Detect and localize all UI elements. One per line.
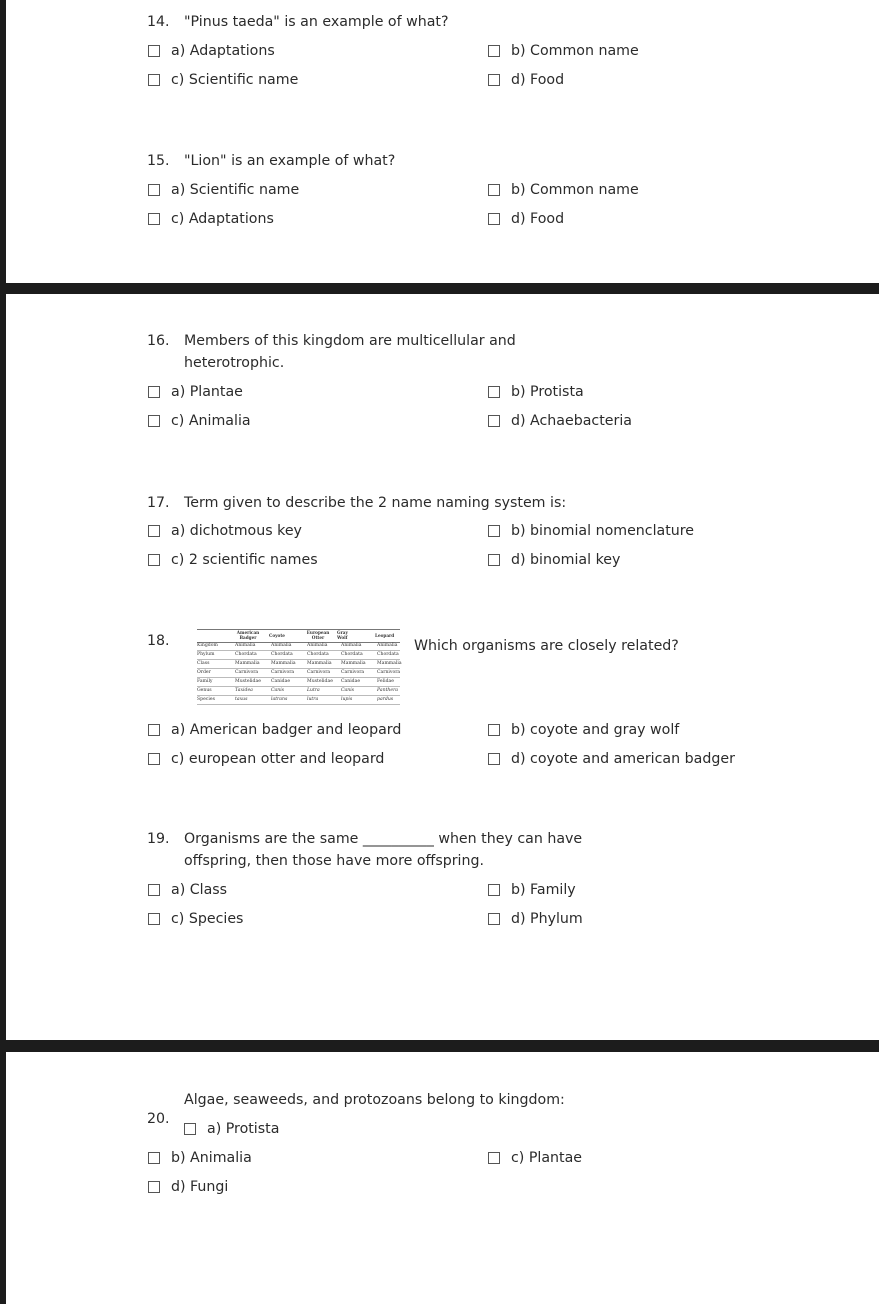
option-a[interactable]: a) Plantae xyxy=(171,384,243,400)
option-d[interactable]: d) Phylum xyxy=(511,911,583,927)
option-c[interactable]: c) Scientific name xyxy=(171,72,299,88)
table-row xyxy=(197,687,400,696)
checkbox[interactable] xyxy=(148,74,160,86)
table-cell: Chordata xyxy=(271,652,293,657)
question-number: 18. xyxy=(147,633,170,649)
worksheet-page-2 xyxy=(6,294,879,1040)
table-cell: Mustelidae xyxy=(235,679,261,684)
table-rank-cell: Phylum xyxy=(197,652,215,657)
table-cell: Animalia xyxy=(377,643,398,648)
checkbox[interactable] xyxy=(148,525,160,537)
worksheet-page-3 xyxy=(6,1052,879,1304)
table-cell: Mammalia xyxy=(271,661,296,666)
table-cell: Mammalia xyxy=(307,661,332,666)
checkbox[interactable] xyxy=(148,1181,160,1193)
table-cell: Panthera xyxy=(377,688,399,693)
option-c[interactable]: c) Species xyxy=(171,911,244,927)
table-header xyxy=(197,629,400,643)
option-b[interactable]: b) Common name xyxy=(511,43,639,59)
table-rank-cell: Class xyxy=(197,661,210,666)
table-cell: Chordata xyxy=(307,652,329,657)
checkbox[interactable] xyxy=(148,45,160,57)
table-rank-cell: Genus xyxy=(197,688,212,693)
table-cell: taxus xyxy=(235,697,248,702)
option-d[interactable]: d) Food xyxy=(511,211,565,227)
table-column-header: Gray Wolf xyxy=(337,630,348,640)
checkbox[interactable] xyxy=(488,45,500,57)
table-cell: Chordata xyxy=(341,652,363,657)
table-column-header: Coyote xyxy=(269,633,285,638)
option-d[interactable]: d) Food xyxy=(511,72,565,88)
option-c[interactable]: c) Adaptations xyxy=(171,211,274,227)
table-cell: Canidae xyxy=(341,679,361,684)
table-column-header: Leopard xyxy=(375,633,395,638)
table-cell: Lutra xyxy=(307,688,320,693)
checkbox[interactable] xyxy=(488,753,500,765)
table-cell: Canis xyxy=(341,688,355,693)
table-cell: lupis xyxy=(341,697,353,702)
table-cell: pardus xyxy=(377,697,394,702)
checkbox[interactable] xyxy=(184,1123,196,1135)
table-column-header: European Otter xyxy=(306,630,330,640)
checkbox[interactable] xyxy=(488,74,500,86)
option-a[interactable]: a) Scientific name xyxy=(171,182,300,198)
classification-table xyxy=(197,629,400,707)
checkbox[interactable] xyxy=(488,415,500,427)
checkbox[interactable] xyxy=(148,913,160,925)
table-row xyxy=(197,669,400,678)
question-number: 17. xyxy=(147,495,170,511)
option-a[interactable]: a) dichotmous key xyxy=(171,523,302,539)
question-number: 19. xyxy=(147,831,170,847)
option-b[interactable]: b) Common name xyxy=(511,182,639,198)
checkbox[interactable] xyxy=(488,554,500,566)
checkbox[interactable] xyxy=(488,386,500,398)
table-row xyxy=(197,660,400,669)
table-row xyxy=(197,642,400,651)
option-d[interactable]: d) coyote and american badger xyxy=(511,751,735,767)
option-a[interactable]: a) Protista xyxy=(207,1121,280,1137)
option-a[interactable]: a) Adaptations xyxy=(171,43,275,59)
table-rank-cell: Family xyxy=(197,679,213,684)
table-cell: Carnivora xyxy=(235,670,259,675)
table-rank-cell: Order xyxy=(197,670,211,675)
question-number: 14. xyxy=(147,14,170,30)
option-c[interactable]: c) 2 scientific names xyxy=(171,552,318,568)
table-cell: Mammalia xyxy=(235,661,260,666)
option-d[interactable]: d) Fungi xyxy=(171,1179,229,1195)
table-cell: Taxidea xyxy=(235,688,253,693)
checkbox[interactable] xyxy=(148,884,160,896)
question-text: Which organisms are closely related? xyxy=(414,638,679,654)
checkbox[interactable] xyxy=(488,1152,500,1164)
question-text: "Pinus taeda" is an example of what? xyxy=(184,14,449,30)
question-number: 20. xyxy=(147,1111,170,1127)
table-cell: Canis xyxy=(271,688,285,693)
option-c[interactable]: c) european otter and leopard xyxy=(171,751,385,767)
option-a[interactable]: a) Class xyxy=(171,882,228,898)
table-cell: Carnivora xyxy=(307,670,331,675)
checkbox[interactable] xyxy=(148,1152,160,1164)
table-cell: Chordata xyxy=(377,652,399,657)
question-text: "Lion" is an example of what? xyxy=(184,153,396,169)
question-text-line-1: Members of this kingdom are multicellular and xyxy=(184,333,516,349)
table-cell: Carnivora xyxy=(271,670,295,675)
table-rank-cell: Species xyxy=(197,697,215,702)
checkbox[interactable] xyxy=(148,213,160,225)
checkbox[interactable] xyxy=(148,184,160,196)
option-c[interactable]: c) Plantae xyxy=(511,1150,583,1166)
question-number: 15. xyxy=(147,153,170,169)
option-d[interactable]: d) Achaebacteria xyxy=(511,413,632,429)
checkbox[interactable] xyxy=(148,386,160,398)
checkbox[interactable] xyxy=(488,525,500,537)
checkbox[interactable] xyxy=(148,724,160,736)
option-a[interactable]: a) American badger and leopard xyxy=(171,722,402,738)
table-cell: Felidae xyxy=(377,679,394,684)
table-cell: latrans xyxy=(271,697,288,702)
table-row xyxy=(197,651,400,660)
checkbox[interactable] xyxy=(488,724,500,736)
checkbox[interactable] xyxy=(148,554,160,566)
option-b[interactable]: b) coyote and gray wolf xyxy=(511,722,680,738)
table-column-header: American Badger xyxy=(236,630,260,640)
question-text-line-1: Organisms are the same __________ when they can have xyxy=(184,831,583,847)
table-row xyxy=(197,678,400,687)
question-text-line-2: offspring, then those have more offspring. xyxy=(184,853,485,869)
checkbox[interactable] xyxy=(488,913,500,925)
table-cell: Animalia xyxy=(341,643,362,648)
table-row xyxy=(197,696,400,705)
option-c[interactable]: c) Animalia xyxy=(171,413,251,429)
table-cell: Canidae xyxy=(271,679,291,684)
table-cell: Carnivora xyxy=(377,670,401,675)
table-cell: Mammalia xyxy=(341,661,366,666)
checkbox[interactable] xyxy=(148,415,160,427)
option-b[interactable]: b) Protista xyxy=(511,384,584,400)
table-cell: Chordata xyxy=(235,652,257,657)
worksheet-page-1 xyxy=(6,0,879,283)
table-cell: Carnivora xyxy=(341,670,365,675)
checkbox[interactable] xyxy=(488,184,500,196)
table-cell: Mammalia xyxy=(377,661,402,666)
question-number: 16. xyxy=(147,333,170,349)
table-rank-cell: Kingdom xyxy=(197,643,218,648)
table-cell: lutra xyxy=(307,697,319,702)
question-text-line-2: heterotrophic. xyxy=(184,355,285,371)
option-b[interactable]: b) binomial nomenclature xyxy=(511,523,695,539)
table-cell: Animalia xyxy=(307,643,328,648)
question-text: Algae, seaweeds, and protozoans belong to kingdom: xyxy=(184,1092,565,1108)
checkbox[interactable] xyxy=(488,884,500,896)
option-d[interactable]: d) binomial key xyxy=(511,552,621,568)
question-text: Term given to describe the 2 name naming system is: xyxy=(184,495,567,511)
table-cell: Animalia xyxy=(235,643,256,648)
checkbox[interactable] xyxy=(148,753,160,765)
option-b[interactable]: b) Animalia xyxy=(171,1150,252,1166)
checkbox[interactable] xyxy=(488,213,500,225)
option-b[interactable]: b) Family xyxy=(511,882,576,898)
table-cell: Animalia xyxy=(271,643,292,648)
table-cell: Mustelidae xyxy=(307,679,333,684)
